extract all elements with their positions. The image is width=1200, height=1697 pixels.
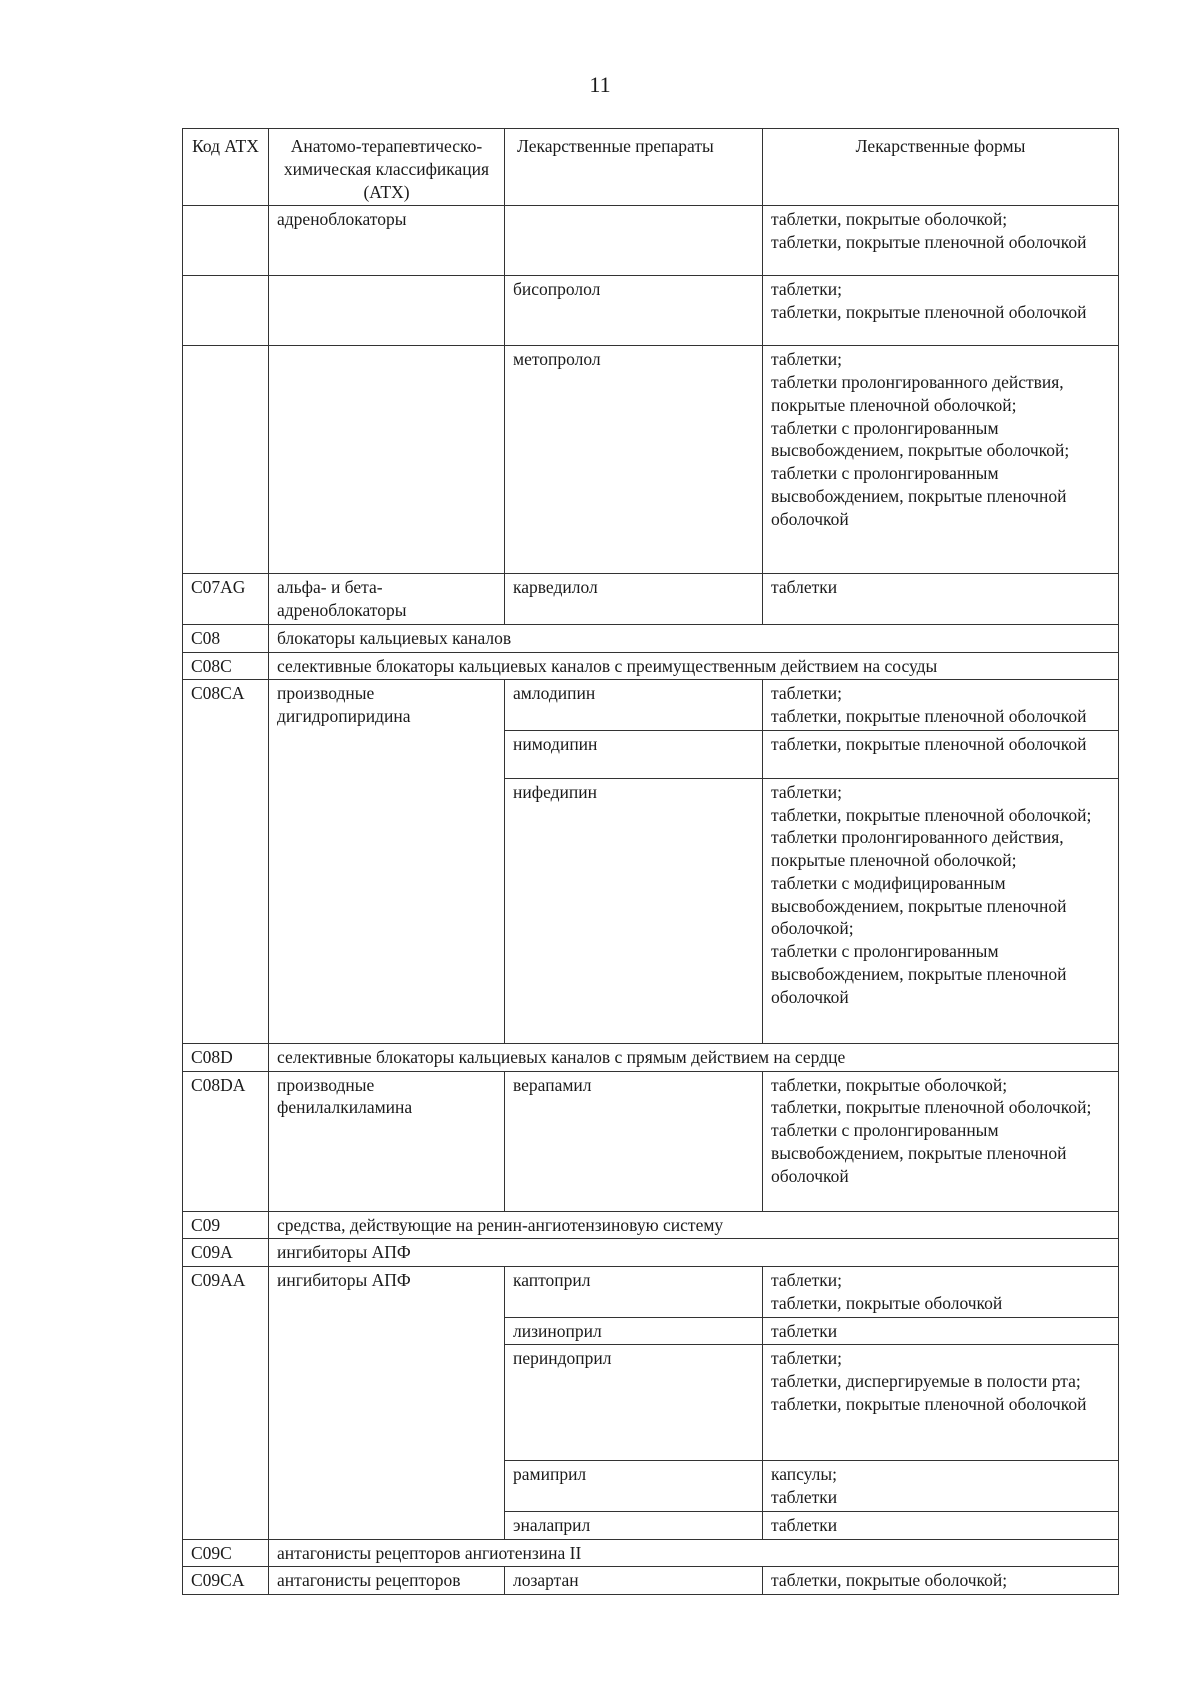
atx-code: C09CA xyxy=(183,1567,269,1595)
atx-group-name: производные дигидропиридина xyxy=(269,680,505,1044)
atx-group-name: антагонисты рецепторов xyxy=(269,1567,505,1595)
header-code: Код АТХ xyxy=(183,129,269,206)
table-row xyxy=(183,574,1119,625)
atx-code: C08 xyxy=(183,624,269,652)
atx-code: C09C xyxy=(183,1539,269,1567)
table-row xyxy=(183,1239,1119,1267)
atx-code: C08C xyxy=(183,652,269,680)
atx-group-name: селективные блокаторы кальциевых каналов с преимущественным действием на сосуды xyxy=(269,652,1119,680)
dosage-forms: капсулы; таблетки xyxy=(763,1461,1119,1512)
drug-name xyxy=(505,206,763,276)
atx-drug-table xyxy=(182,128,1119,1595)
drug-name: верапамил xyxy=(505,1071,763,1211)
atx-code: C08D xyxy=(183,1043,269,1071)
dosage-forms: таблетки; таблетки, покрытые пленочной оболочкой; таблетки пролонгированного действия, покрытые пленочной оболочкой; таблетки с модифицированным высвобождением, покрытые пленочной оболочкой; таблетки с пролонгированным высвобождением, покрытые пленочной оболочкой xyxy=(763,778,1119,1043)
dosage-forms: таблетки, покрытые пленочной оболочкой xyxy=(763,730,1119,778)
atx-code: C09A xyxy=(183,1239,269,1267)
dosage-forms: таблетки xyxy=(763,1511,1119,1539)
table-row xyxy=(183,1267,1119,1318)
table-row xyxy=(183,206,1119,276)
dosage-forms: таблетки, покрытые оболочкой; xyxy=(763,1567,1119,1595)
table-row xyxy=(183,1043,1119,1071)
dosage-forms: таблетки, покрытые оболочкой; таблетки, покрытые пленочной оболочкой xyxy=(763,206,1119,276)
atx-code xyxy=(183,276,269,346)
atx-group-name: антагонисты рецепторов ангиотензина II xyxy=(269,1539,1119,1567)
drug-name: амлодипин xyxy=(505,680,763,731)
table-row xyxy=(183,1211,1119,1239)
dosage-forms: таблетки xyxy=(763,1317,1119,1345)
atx-group-name: ингибиторы АПФ xyxy=(269,1239,1119,1267)
drug-name: карведилол xyxy=(505,574,763,625)
drug-name: бисопролол xyxy=(505,276,763,346)
dosage-forms: таблетки xyxy=(763,574,1119,625)
atx-group-name: средства, действующие на ренин-ангиотензиновую систему xyxy=(269,1211,1119,1239)
table-row xyxy=(183,346,1119,574)
page-number: 11 xyxy=(589,72,611,97)
drug-name: метопролол xyxy=(505,346,763,574)
atx-code xyxy=(183,346,269,574)
table-row xyxy=(183,652,1119,680)
dosage-forms: таблетки; таблетки, покрытые пленочной оболочкой xyxy=(763,276,1119,346)
drug-name: лизиноприл xyxy=(505,1317,763,1345)
atx-group-name: селективные блокаторы кальциевых каналов с прямым действием на сердце xyxy=(269,1043,1119,1071)
table-header-row xyxy=(183,129,1119,206)
header-classification: Анатомо-терапевтическо-химическая классификация (АТХ) xyxy=(269,129,505,206)
atx-code: C09AA xyxy=(183,1267,269,1540)
atx-group-name: блокаторы кальциевых каналов xyxy=(269,624,1119,652)
atx-group-name: адреноблокаторы xyxy=(269,206,505,276)
table-row xyxy=(183,1539,1119,1567)
atx-code xyxy=(183,206,269,276)
dosage-forms: таблетки; таблетки, покрытые оболочкой xyxy=(763,1267,1119,1318)
table-row xyxy=(183,276,1119,346)
atx-code: C08CA xyxy=(183,680,269,1044)
drug-name: эналаприл xyxy=(505,1511,763,1539)
atx-group-name: альфа- и бета-адреноблокаторы xyxy=(269,574,505,625)
drug-name: нифедипин xyxy=(505,778,763,1043)
atx-code: C08DA xyxy=(183,1071,269,1211)
drug-name: нимодипин xyxy=(505,730,763,778)
atx-group-name: производные фенилалкиламина xyxy=(269,1071,505,1211)
atx-code: C09 xyxy=(183,1211,269,1239)
atx-code: C07AG xyxy=(183,574,269,625)
header-forms: Лекарственные формы xyxy=(763,129,1119,206)
atx-group-name xyxy=(269,276,505,346)
drug-name: лозартан xyxy=(505,1567,763,1595)
table-row xyxy=(183,1071,1119,1211)
atx-group-name: ингибиторы АПФ xyxy=(269,1267,505,1540)
dosage-forms: таблетки, покрытые оболочкой; таблетки, покрытые пленочной оболочкой; таблетки с пролонгированным высвобождением, покрытые пленочной оболочкой xyxy=(763,1071,1119,1211)
drug-name: рамиприл xyxy=(505,1461,763,1512)
table-row xyxy=(183,1567,1119,1595)
header-drugs: Лекарственные препараты xyxy=(505,129,763,206)
drug-name: каптоприл xyxy=(505,1267,763,1318)
dosage-forms: таблетки; таблетки, покрытые пленочной оболочкой xyxy=(763,680,1119,731)
dosage-forms: таблетки; таблетки, диспергируемые в полости рта; таблетки, покрытые пленочной оболочкой xyxy=(763,1345,1119,1461)
table-row xyxy=(183,624,1119,652)
drug-name: периндоприл xyxy=(505,1345,763,1461)
atx-group-name xyxy=(269,346,505,574)
table-row xyxy=(183,680,1119,731)
dosage-forms: таблетки; таблетки пролонгированного действия, покрытые пленочной оболочкой; таблетки с пролонгированным высвобождением, покрытые оболочкой; таблетки с пролонгированным высвобождением, покрытые пленочной оболочкой xyxy=(763,346,1119,574)
